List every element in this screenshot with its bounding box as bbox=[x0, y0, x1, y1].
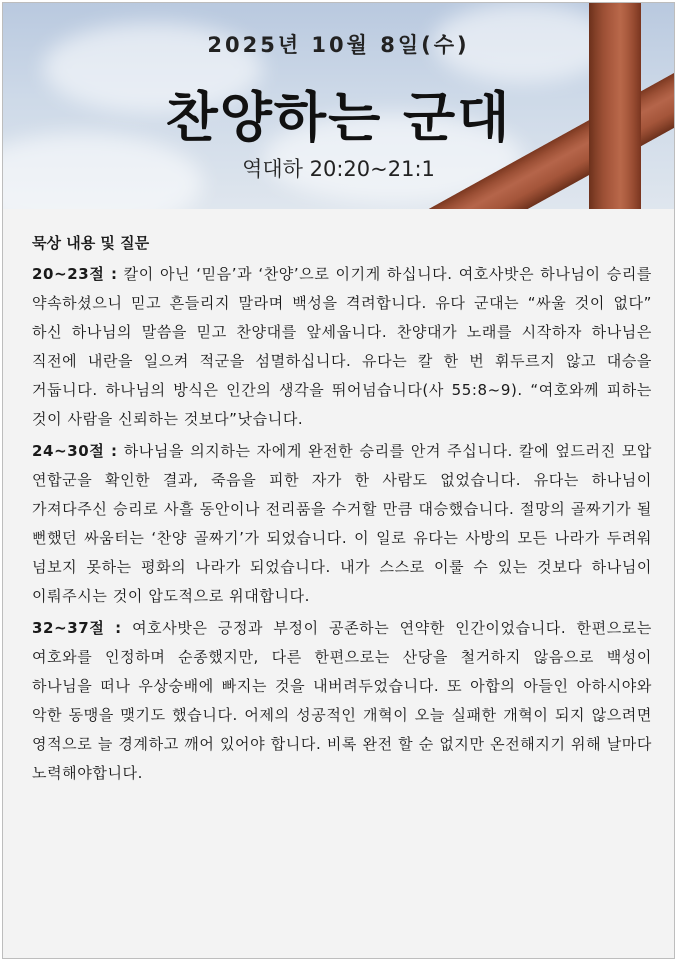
date-text: 2025년 10월 8일(수) bbox=[207, 33, 470, 57]
passage-paragraph-1 bbox=[32, 260, 652, 434]
passage-text: 칼이 아닌 ‘믿음’과 ‘찬양’으로 이기게 하십니다. 여호사밧은 하나님이 승리를 약속하셨으니 믿고 흔들리지 말라며 백성을 격려합니다. 유다 군대는 “싸울 것이 없다” 하신 하나님의 말씀을 믿고 찬양대를 앞세웁니다. 찬양대가 노래를 시작하자 하나님은 직전에 내란을 일으켜 적군을 섬멸하십니다. 유다는 칼 한 번 휘두르지 않고 대승을 거둡니다. 하나님의 방식은 인간의 생각을 뛰어넘습니다(사 55:8~9). “여호와께 피하는 것이 사람을 신뢰하는 것보다”낫습니다. bbox=[32, 265, 652, 428]
meditation-body bbox=[32, 228, 652, 791]
verse-range-label: 24~30절 : bbox=[32, 442, 118, 460]
verse-range-label: 20~23절 : bbox=[32, 265, 118, 283]
header-banner bbox=[3, 3, 674, 209]
section-heading: 묵상 내용 및 질문 bbox=[32, 234, 150, 252]
verse-range-label: 32~37절 : bbox=[32, 619, 122, 637]
page-title: 찬양하는 군대 bbox=[165, 86, 512, 149]
devotional-card bbox=[2, 2, 675, 959]
passage-paragraph-3 bbox=[32, 614, 652, 788]
passage-paragraph-2 bbox=[32, 437, 652, 611]
passage-text: 하나님을 의지하는 자에게 완전한 승리를 안겨 주십니다. 칼에 엎드러진 모압 연합군을 확인한 결과, 죽음을 피한 자가 한 사람도 없었습니다. 유다는 하나님이 가져다주신 승리로 사흘 동안이나 전리품을 수거할 만큼 대승했습니다. 절망의 골짜기가 될 뻔했던 싸움터는 ‘찬양 골짜기’가 되었습니다. 이 일로 유다는 사방의 모든 나라가 두려워 넘보지 못하는 평화의 나라가 되었습니다. 내가 스스로 이룰 수 있는 것보다 하나님이 이뤄주시는 것이 압도적으로 위대합니다. bbox=[32, 442, 652, 605]
scripture-reference: 역대하 20:20~21:1 bbox=[242, 157, 435, 181]
passage-text: 여호사밧은 긍정과 부정이 공존하는 연약한 인간이었습니다. 한편으로는 여호와를 인정하며 순종했지만, 다른 한편으로는 산당을 철거하지 않음으로 백성이 하나님을 떠나 우상숭배에 빠지는 것을 내버려두었습니다. 또 아합의 아들인 아하시야와 악한 동맹을 맺기도 했습니다. 어제의 성공적인 개혁이 오늘 실패한 개혁이 되지 않으려면 영적으로 늘 경계하고 깨어 있어야 합니다. 비록 완전 할 순 없지만 온전해지기 위해 날마다 노력해야합니다. bbox=[32, 619, 653, 782]
